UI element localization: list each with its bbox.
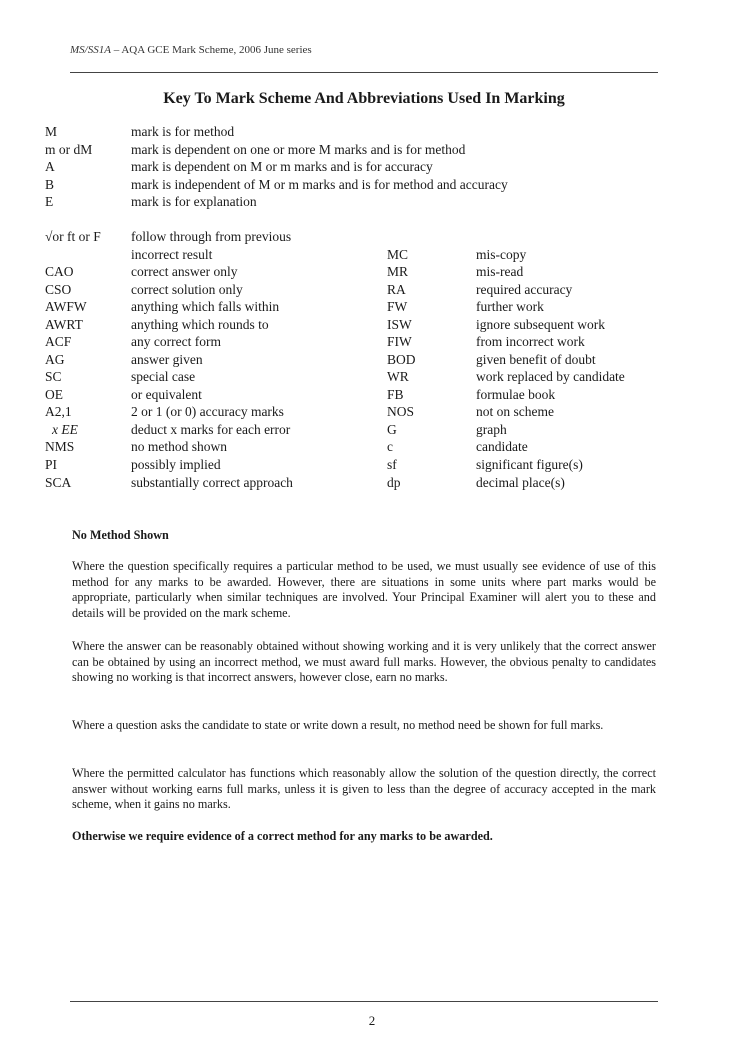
section-paragraph xyxy=(72,718,656,734)
section-heading: No Method Shown xyxy=(72,528,169,542)
right-abbr: FW xyxy=(387,299,408,314)
right-meaning: not on scheme xyxy=(476,404,554,419)
left-abbr: CAO xyxy=(45,264,74,279)
right-abbr: NOS xyxy=(387,404,415,419)
header-rule xyxy=(70,72,658,73)
header-text: – AQA GCE Mark Scheme, 2006 June series xyxy=(110,44,312,56)
right-meaning: further work xyxy=(476,299,544,314)
left-meaning: correct answer only xyxy=(131,264,238,279)
left-meaning: any correct form xyxy=(131,334,221,349)
right-abbr: WR xyxy=(387,369,409,384)
paragraph-text: Where the question specifically requires a particular method to be used, we must usually see evidence of use of this method for any marks to be awarded. However, there are situations in some units where part marks would be appropriate, particularly when similar techniques are involved. Your Principal Examiner will alert you to these and details will be provided on the mark scheme. xyxy=(72,559,656,620)
left-meaning: 2 or 1 (or 0) accuracy marks xyxy=(131,404,284,419)
left-abbr: SC xyxy=(45,369,62,384)
right-meaning: candidate xyxy=(476,439,528,454)
right-meaning: required accuracy xyxy=(476,282,573,297)
left-abbr: SCA xyxy=(45,475,72,490)
right-abbr: BOD xyxy=(387,352,416,367)
mark-abbr: M xyxy=(45,124,58,139)
mark-abbr: E xyxy=(45,194,54,209)
paragraph-text: Where a question asks the candidate to state or write down a result, no method need be shown for full marks. xyxy=(72,718,604,732)
right-meaning: ignore subsequent work xyxy=(476,317,605,332)
section-paragraph xyxy=(72,639,656,686)
right-meaning: mis-read xyxy=(476,264,524,279)
right-meaning: work replaced by candidate xyxy=(476,369,625,384)
section-paragraph xyxy=(72,559,656,621)
mark-abbr: A xyxy=(45,159,55,174)
left-meaning: special case xyxy=(131,369,196,384)
right-meaning: from incorrect work xyxy=(476,334,585,349)
left-abbr: ACF xyxy=(45,334,72,349)
paragraph-text: Where the permitted calculator has functions which reasonably allow the solution of the question directly, the correct answer without working earns full marks, unless it is given to less than the degree of accuracy accepted in the mark scheme, when it gains no marks. xyxy=(72,766,656,811)
left-meaning: deduct x marks for each error xyxy=(131,422,291,437)
right-meaning: graph xyxy=(476,422,507,437)
page-title: Key To Mark Scheme And Abbreviations Used In Marking xyxy=(163,90,565,107)
left-abbr: PI xyxy=(45,457,58,472)
left-abbr: NMS xyxy=(45,439,75,454)
section-paragraph xyxy=(72,766,656,813)
right-abbr: MR xyxy=(387,264,409,279)
right-abbr: G xyxy=(387,422,397,437)
footer-rule xyxy=(70,1001,658,1002)
right-abbr: c xyxy=(387,439,393,454)
left-abbr: AWFW xyxy=(45,299,87,314)
left-meaning: substantially correct approach xyxy=(131,475,293,490)
left-meaning: possibly implied xyxy=(131,457,221,472)
mark-abbr: B xyxy=(45,177,55,192)
follow-through-abbr: √or ft or F xyxy=(45,229,101,244)
left-meaning: or equivalent xyxy=(131,387,202,402)
mark-meaning: mark is for explanation xyxy=(131,194,257,209)
right-abbr: dp xyxy=(387,475,401,490)
section-closing xyxy=(72,829,656,845)
left-meaning: answer given xyxy=(131,352,203,367)
paragraph-text: Where the answer can be reasonably obtained without showing working and it is very unlikely that the correct answer can be obtained by using an incorrect method, we must award full marks. However, the obvious penalty to candidates showing no working is that incorrect answers, however close, earn no marks. xyxy=(72,639,656,684)
left-abbr: OE xyxy=(45,387,63,402)
left-abbr: AWRT xyxy=(45,317,83,332)
left-meaning: anything which falls within xyxy=(131,299,280,314)
left-abbr: A2,1 xyxy=(45,404,72,419)
left-abbr: CSO xyxy=(45,282,72,297)
right-abbr: FB xyxy=(387,387,404,402)
header-code: MS/SS1A xyxy=(70,44,111,56)
left-abbr: x EE xyxy=(52,422,78,437)
running-header xyxy=(70,44,312,56)
follow-through-meaning: incorrect result xyxy=(131,247,213,262)
mark-meaning: mark is independent of M or m marks and is for method and accuracy xyxy=(131,177,508,192)
mark-meaning: mark is dependent on M or m marks and is for accuracy xyxy=(131,159,433,174)
right-abbr: sf xyxy=(387,457,397,472)
left-abbr: AG xyxy=(45,352,65,367)
right-meaning: significant figure(s) xyxy=(476,457,583,472)
closing-text: Otherwise we require evidence of a correct method for any marks to be awarded. xyxy=(72,829,493,843)
right-meaning: given benefit of doubt xyxy=(476,352,596,367)
right-abbr: RA xyxy=(387,282,406,297)
right-meaning: formulae book xyxy=(476,387,556,402)
page-number: 2 xyxy=(368,1013,376,1028)
right-meaning: decimal place(s) xyxy=(476,475,565,490)
right-abbr: MC xyxy=(387,247,409,262)
left-meaning: correct solution only xyxy=(131,282,243,297)
right-abbr: ISW xyxy=(387,317,412,332)
mark-abbr: m or dM xyxy=(45,142,93,157)
mark-meaning: mark is dependent on one or more M marks and is for method xyxy=(131,142,466,157)
follow-through-meaning: follow through from previous xyxy=(131,229,292,244)
right-meaning: mis-copy xyxy=(476,247,527,262)
right-abbr: FIW xyxy=(387,334,412,349)
mark-meaning: mark is for method xyxy=(131,124,235,139)
left-meaning: anything which rounds to xyxy=(131,317,269,332)
left-meaning: no method shown xyxy=(131,439,227,454)
